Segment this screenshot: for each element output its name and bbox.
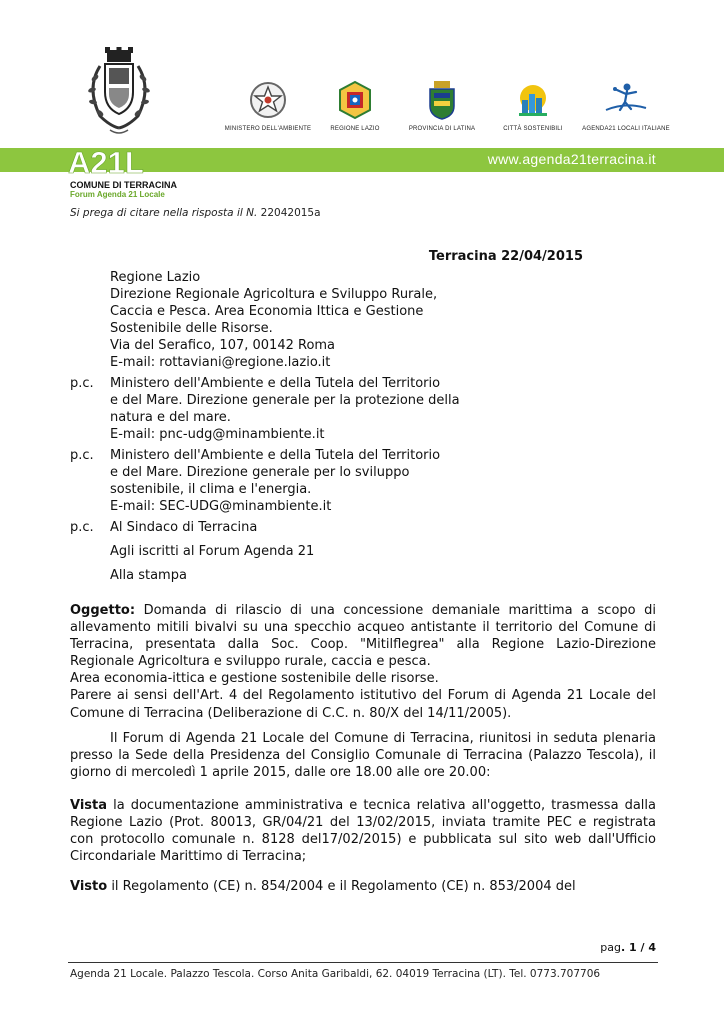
- vista-label: Vista: [70, 798, 108, 813]
- address-line: Ministero dell'Ambiente e della Tutela del Territorio: [110, 376, 441, 391]
- logo-ministero: [218, 80, 318, 132]
- citation-text: Si prega di citare nella risposta il N.: [70, 207, 258, 219]
- intro-paragraph: Il Forum di Agenda 21 Locale del Comune di Terracina, riunitosi in seduta plenaria presso la Sede della Presidenza del Consiglio Comunale di Terracina (Palazzo Tescola), il giorno di mercoledì 1 aprile 2015, dalle ore 18.00 alle ore 20.00:: [70, 731, 656, 781]
- letter-date: Terracina 22/04/2015: [428, 249, 583, 264]
- recipient-address: [110, 567, 490, 584]
- page-number: pag. 1 / 4: [600, 941, 656, 954]
- address-line: Regione Lazio: [110, 270, 201, 285]
- website-url[interactable]: www.agenda21terracina.it: [487, 151, 656, 167]
- lazio-emblem-icon: [335, 80, 375, 120]
- address-line: Sostenibile delle Risorse.: [110, 321, 273, 337]
- latina-shield-icon: [425, 80, 459, 120]
- oggetto-line3: Parere ai sensi dell'Art. 4 del Regolamento istitutivo del Forum di Agenda 21 Locale del Comune di Terracina (Deliberazione di C.C. n. 80/X del 14/11/2005).: [70, 688, 656, 721]
- logo-label: MINISTERO DELL'AMBIENTE: [224, 126, 312, 132]
- oggetto-paragraph: [70, 602, 656, 722]
- visto-label: Visto: [70, 879, 108, 894]
- address-line: Ministero dell'Ambiente e della Tutela del Territorio: [110, 448, 441, 463]
- logo-label: PROVINCIA DI LATINA: [408, 126, 476, 132]
- acrobat-figure-icon: [603, 80, 649, 120]
- recipient-address: [110, 375, 490, 443]
- page-prefix: pag: [600, 941, 621, 954]
- logo-regione-lazio: [305, 80, 405, 132]
- address-line: E-mail: pnc-udg@minambiente.it: [110, 427, 325, 443]
- pc-prefix: p.c.: [70, 376, 94, 391]
- vista-text: la documentazione amministrativa e tecnica relativa all'oggetto, trasmessa dalla Regione Lazio (Prot. 80013, GR/04/21 del 13/02/2015, inviata tramite PEC e registrata con protocollo comunale n. 8128 del17/02/2015) e pubblicata sul sito web dall'Ufficio Circondariale Marittimo di Terracina;: [70, 798, 656, 865]
- address-line: Agli iscritti al Forum Agenda 21: [110, 544, 315, 559]
- oggetto-label: Oggetto:: [70, 603, 136, 618]
- logo-agenda21-italiane: [576, 80, 676, 132]
- recipient-address: [110, 519, 490, 536]
- logo-label: CITTÀ SOSTENIBILI: [503, 126, 563, 132]
- address-line: natura e del mare.: [110, 410, 231, 426]
- pc-prefix: p.c.: [70, 448, 94, 463]
- recipient-address: [110, 543, 490, 560]
- a21l-logo: [68, 148, 172, 178]
- address-line: Caccia e Pesca. Area Economia Ittica e Gestione: [110, 304, 424, 320]
- oggetto-text: Domanda di rilascio di una concessione demaniale marittima a scopo di allevamento mitili bivalvi su una specchio acqueo antistante il territorio del Comune di Terracina, presentata dalla Soc. Coop. "Mitilflegrea" alla Regione Lazio-Direzione Regionale Agricoltura e sviluppo rurale, caccia e pesca.: [70, 603, 656, 670]
- footer-divider: [68, 962, 658, 963]
- visto-text: il Regolamento (CE) n. 854/2004 e il Regolamento (CE) n. 853/2004 del: [111, 879, 576, 894]
- address-line: e del Mare. Direzione generale per lo sviluppo: [110, 465, 410, 481]
- recipient-address: [110, 447, 490, 515]
- logo-label: REGIONE LAZIO: [330, 126, 380, 132]
- citation-number: 22042015a: [260, 207, 321, 219]
- address-line: sostenibile, il clima e l'energia.: [110, 482, 312, 498]
- recipient-address: [110, 269, 490, 372]
- citation-line: [70, 207, 321, 219]
- address-line: Al Sindaco di Terracina: [110, 520, 258, 535]
- oggetto-line2: Area economia-ittica e gestione sostenibile delle risorse.: [70, 671, 439, 687]
- italian-emblem-icon: [248, 80, 288, 120]
- address-line: E-mail: SEC-UDG@minambiente.it: [110, 499, 332, 515]
- sustainable-city-icon: [513, 80, 553, 120]
- logo-citta-sostenibili: [483, 80, 583, 132]
- visto-paragraph: [70, 878, 656, 895]
- address-line: Via del Serafico, 107, 00142 Roma: [110, 338, 336, 354]
- vista-paragraph: [70, 797, 656, 865]
- a21l-logo-mark: [68, 148, 172, 178]
- address-line: e del Mare. Direzione generale per la protezione della: [110, 393, 460, 409]
- logo-label: AGENDA21 LOCALI ITALIANE: [582, 126, 670, 132]
- page-total: 4: [648, 941, 656, 954]
- page-current: 1: [629, 941, 637, 954]
- address-line: Direzione Regionale Agricoltura e Sviluppo Rurale,: [110, 287, 438, 303]
- comune-name: COMUNE DI TERRACINA: [70, 180, 177, 190]
- forum-name: Forum Agenda 21 Locale: [70, 190, 165, 199]
- partner-logos: [0, 80, 724, 140]
- pc-prefix: p.c.: [70, 520, 94, 535]
- address-line: E-mail: rottaviani@regione.lazio.it: [110, 355, 331, 371]
- footer-address: Agenda 21 Locale. Palazzo Tescola. Corso Anita Garibaldi, 62. 04019 Terracina (LT). Tel. 0773.707706: [70, 968, 601, 980]
- address-line: Alla stampa: [110, 568, 187, 583]
- logo-provincia-latina: [392, 80, 492, 132]
- a21l-mark: A21L: [68, 148, 144, 178]
